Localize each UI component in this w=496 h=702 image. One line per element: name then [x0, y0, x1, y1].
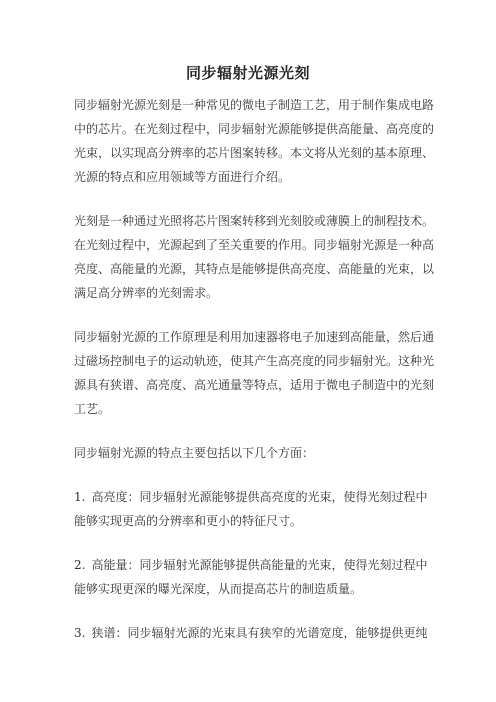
- list-item-text: 狭谱：同步辐射光源的光束具有狭窄的光谱宽度，能够提供更纯: [91, 626, 428, 640]
- list-item: [74, 485, 434, 533]
- list-item-number: 3.: [74, 626, 86, 640]
- document-body: [74, 93, 434, 665]
- paragraph-principle: 同步辐射光源的工作原理是利用加速器将电子加速到高能量，然后通过磁场控制电子的运动轨迹，使其产生高亮度的同步辐射光。这种光源具有狭谱、高亮度、高光通量等特点，适用于微电子制造中的光刻工艺。: [74, 330, 435, 416]
- paragraph-lithography: 光刻是一种通过光照将芯片图案转移到光刻胶或薄膜上的制程技术。在光刻过程中，光源起到了至关重要的作用。同步辐射光源是一种高亮度、高能量的光源，其特点是能够提供高亮度、高能量的光束，以满足高分辨率的光刻需求。: [74, 214, 435, 300]
- list-item-number: 2.: [74, 558, 86, 572]
- list-item-text: 高亮度：同步辐射光源能够提供高亮度的光束，使得光刻过程中能够实现更高的分辨率和更小的特征尺寸。: [74, 490, 428, 528]
- list-item-text: 高能量：同步辐射光源能够提供高能量的光束，使得光刻过程中能够实现更深的曝光深度，从而提高芯片的制造质量。: [74, 558, 428, 596]
- document-title: 同步辐射光源光刻: [185, 64, 310, 82]
- paragraph-intro: 同步辐射光源光刻是一种常见的微电子制造工艺，用于制作集成电路中的芯片。在光刻过程中，同步辐射光源能够提供高能量、高亮度的光束，以实现高分辨率的芯片图案转移。本文将从光刻的基本原理、光源的特点和应用领域等方面进行介绍。: [74, 98, 435, 184]
- list-item: [74, 621, 434, 645]
- paragraph-features-intro: 同步辐射光源的特点主要包括以下几个方面：: [74, 446, 315, 460]
- list-item-number: 1.: [74, 490, 86, 504]
- list-item: [74, 553, 434, 601]
